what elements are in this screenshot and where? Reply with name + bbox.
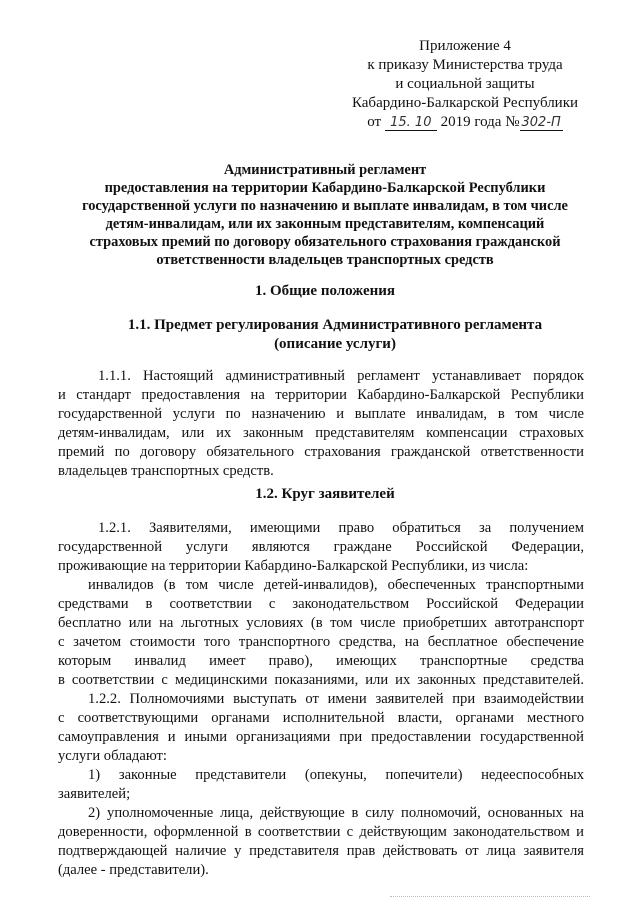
paragraph-line: детям-инвалидам, или их законным представителям компенсации страховых (58, 425, 584, 441)
paragraph-line: государственной услуги по назначению и выплате инвалидам, в том числе (58, 406, 584, 422)
heading-line: 1.1. Предмет регулирования Административного регламента (127, 317, 543, 333)
paragraph-line: бесплатно или на льготных условиях (в том числе приобретших автотранспорт (58, 615, 584, 631)
paragraph-line: самоуправления и иными организациями при предоставлении государственной (58, 729, 584, 745)
paragraph-line: 1) законные представители (опекуны, попечители) недееспособных (88, 767, 584, 783)
subsection-heading-subject (100, 316, 570, 354)
appendix-line: к приказу Министерства труда (367, 57, 563, 73)
appendix-line: Кабардино-Балкарской Республики (351, 95, 579, 111)
paragraph-line: 1.2.2. Полномочиями выступать от имени заявителей при взаимодействии (88, 691, 584, 707)
title-line: ответственности владельцев транспортных средств (156, 252, 494, 268)
handwritten-order-number: 302-П (521, 115, 561, 130)
handwritten-date: 15. 10 (385, 116, 437, 131)
paragraph-line: заявителей; (58, 786, 131, 802)
paragraph-line: в соответствии с медицинскими показаниями, или их законных представителей. (58, 672, 584, 688)
page-bottom-edge (390, 896, 590, 900)
paragraph-1-2-1 (58, 519, 584, 690)
subsection-heading-applicants: 1.2. Круг заявителей (255, 486, 395, 502)
paragraph-line: 1.1.1. Настоящий административный регламент устанавливает порядок (98, 368, 584, 384)
title-line: государственной услуги по назначению и выплате инвалидам, в том числе (82, 198, 568, 214)
paragraph-line: (далее - представители). (58, 862, 209, 878)
paragraph-line: государственной услуги являются граждане Российской Федерации, (58, 539, 584, 555)
appendix-date-line (340, 113, 590, 132)
paragraph-1-2-2 (58, 690, 584, 880)
paragraph-line: 2) уполномоченные лица, действующие в силу полномочий, основанных на (88, 805, 584, 821)
title-line: предоставления на территории Кабардино-Балкарской Республики (104, 180, 546, 196)
heading-line: (описание услуги) (274, 336, 396, 352)
section-heading-general: 1. Общие положения (254, 283, 396, 299)
paragraph-line: доверенности, оформленной в соответствии с действующим законодательством и (58, 824, 584, 840)
appendix-line: и социальной защиты (395, 76, 535, 92)
paragraph-line: проживающие на территории Кабардино-Балкарской Республики, из числа: (58, 558, 529, 574)
paragraph-line: премий по договору обязательного страхования гражданской ответственности (58, 444, 584, 460)
title-line: Административный регламент (223, 162, 427, 178)
date-year-number: 2019 года № (440, 114, 520, 130)
paragraph-line: с зачетом стоимости того транспортного средства, на бесплатное обеспечение (58, 634, 584, 650)
paragraph-line: 1.2.1. Заявителями, имеющими право обратиться за получением (98, 520, 584, 536)
appendix-header (340, 37, 590, 132)
paragraph-line: услуги обладают: (58, 748, 167, 764)
paragraph-line: подтверждающей наличие у представителя прав действовать от лица заявителя (58, 843, 584, 859)
paragraph-line: которым инвалид имеет право), имеющих транспортные средства (58, 653, 584, 669)
paragraph-line: и стандарт предоставления на территории Кабардино-Балкарской Республики (58, 387, 584, 403)
paragraph-line: с соответствующими органами исполнительной власти, органами местного (58, 710, 584, 726)
document-title (45, 161, 605, 269)
appendix-line: Приложение 4 (419, 38, 511, 54)
paragraph-line: инвалидов (в том числе детей-инвалидов), обеспеченных транспортными (88, 577, 584, 593)
paragraph-1-1-1 (58, 367, 584, 481)
title-line: детям-инвалидам, или их законным представителям, компенсаций (105, 216, 545, 232)
paragraph-line: средствами в соответствии с законодательством Российской Федерации (58, 596, 584, 612)
paragraph-line: владельцев транспортных средств. (58, 463, 274, 479)
date-prefix: от (367, 114, 382, 130)
title-line: страховых премий по договору обязательного страхования гражданской (89, 234, 561, 250)
